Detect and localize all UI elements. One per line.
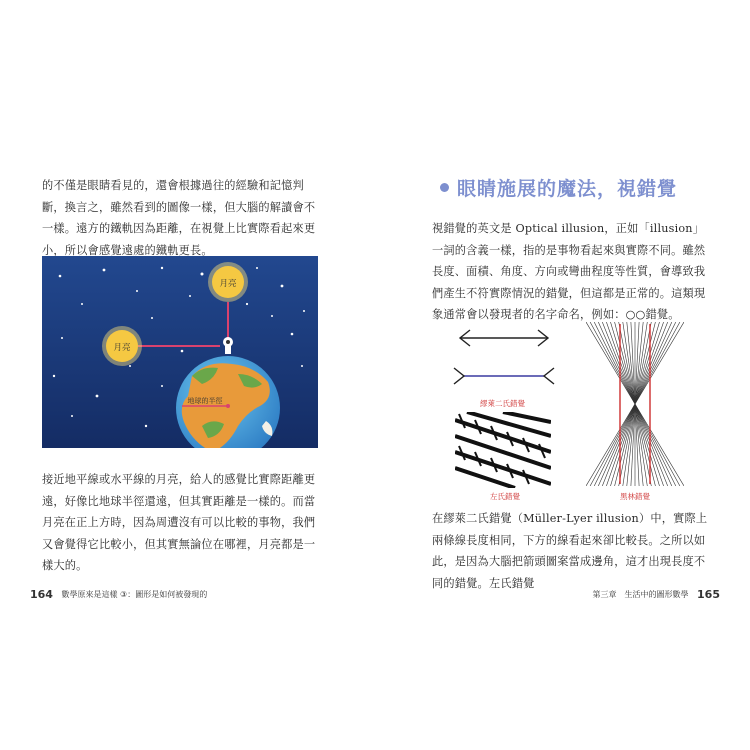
left-paragraph-2: 接近地平線或水平線的月亮，給人的感覺比實際距離更遠，好像比地球半徑還遠，但其實距離是一樣的。而當月亮在正上方時，因為周遭沒有可以比較的事物，我們又會覺得它比較小，但其實無論位在哪裡，月亮都是一樣大的。: [42, 473, 316, 572]
section-heading-text: 眼睛施展的魔法，視錯覺: [457, 178, 678, 200]
hering-figure: [586, 322, 684, 486]
right-paragraph-1: 視錯覺的英文是 Optical illusion，正如「illusion」一詞的含義一樣，指的是事物看起來與實際不同。雖然長度、面積、角度、方向或彎曲程度等性質，會導致我們產生不符實際情況的錯覺，但這都是正常的。這類現象通常會以發現者的名字命名，例如：○○錯覺。: [432, 222, 706, 321]
right-footer: [592, 588, 726, 601]
right-paragraph-2: 在繆萊二氏錯覺（Müller-Lyer illusion）中，實際上兩條線長度相同，下方的線看起來卻比較長。之所以如此，是因為大腦把箭頭圖案當成邊角，這才出現長度不同的錯覺。左氏錯覺: [432, 512, 708, 590]
left-footer: [24, 588, 207, 601]
heading-bullet-icon: [440, 183, 449, 192]
right-footer-text: 第三章 生活中的圖形數學: [592, 590, 689, 599]
moon-left-label: 月亮: [113, 343, 131, 353]
muller-lyer-figure: [452, 318, 556, 396]
moon-earth-illustration: [42, 256, 318, 448]
moon-top-label: 月亮: [219, 279, 237, 289]
left-paragraph-1: 的不僅是眼睛看見的，還會根據過往的經驗和記憶判斷，換言之，雖然看到的圖像一樣，但大腦的解讀會不一樣。遠方的鐵軌因為距離，在視覺上比實際看起來更小，所以會感覺遠處的鐵軌更長。: [42, 179, 316, 257]
zollner-caption: 左氏錯覺: [490, 492, 520, 501]
section-heading: [440, 174, 677, 201]
hering-caption: 黑林錯覺: [620, 492, 650, 501]
zollner-figure: [455, 412, 551, 488]
left-footer-text: 數學原來是這樣 ③：圖形是如何被發現的: [61, 590, 208, 599]
left-page-number: 164: [30, 588, 53, 601]
earth-radius-label: 地球的半徑: [187, 397, 223, 405]
right-page-number: 165: [697, 588, 720, 601]
muller-lyer-caption: 繆萊二氏錯覺: [480, 399, 525, 408]
